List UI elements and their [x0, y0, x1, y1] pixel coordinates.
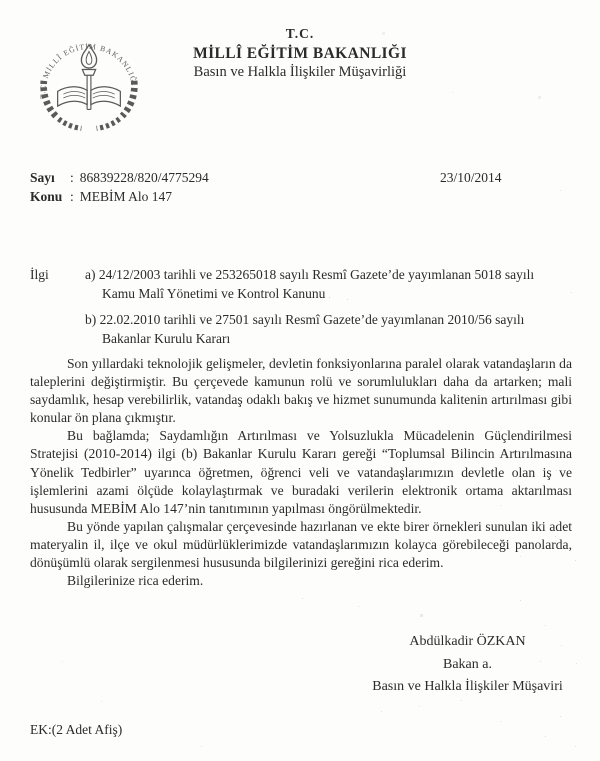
signatory-title-1: Bakan a. [443, 656, 492, 672]
references-items [85, 265, 534, 348]
paragraph-2: Bu bağlamda; Saydamlığın Artırılması ve Yolsuzlukla Mücadelenin Güçlendirilmesi Stratejisi (2010-2014) ilgi (b) Bakanlar Kurulu Kararı gereği “Toplumsal Bilincin Artırılmasına Yönelik Tedbirler” uyarınca öğretmen, öğrenci veli ve vatandaşlarımızın devletle olan iş ve işlemlerini azami ölçüde kolaylaştırmak ve buradaki verilerin elektronik ortama aktarılması hususunda MEBİM Alo 147’nin tanıtımının yapılması öngörülmektedir. [30, 428, 572, 516]
konu-value: MEBİM Alo 147 [79, 189, 173, 204]
republic-title: T.C. [285, 26, 315, 41]
references-label: İlgi [30, 267, 49, 282]
signature-block [340, 631, 595, 699]
ministry-title: MİLLÎ EĞİTİM BAKANLIĞI [193, 44, 407, 62]
sayi-row [30, 168, 209, 187]
reference-a-line2: Kamu Malî Yönetimi ve Kontrol Kanunu [102, 286, 326, 301]
reference-item-b [85, 310, 534, 348]
attachment-note: EK:(2 Adet Afiş) [30, 722, 123, 737]
document-meta [30, 168, 209, 206]
paragraph-1: Son yıllardaki teknolojik gelişmeler, devletin fonksiyonlarına paralel olarak vatandaşların da taleplerini değiştirmiştir. Bu çerçevede kamunun rolü ve sorumlulukları daha da artarken; mali saydamlık, hesap verebilirlik, vatandaş odaklı bakış ve hizmet sunumunda kalitenin artırılması gibi konular ön plana çıkmıştır. [30, 356, 572, 426]
seal-arc-text: T.C. MİLLÎ EĞİTİM BAKANLIĞI [38, 41, 140, 100]
document-date: 23/10/2014 [440, 170, 502, 185]
letter-body [30, 355, 572, 590]
konu-row [30, 187, 209, 206]
reference-b-line2: Bakanlar Kurulu Kararı [102, 331, 231, 346]
reference-a-line1: a) 24/12/2003 tarihli ve 253265018 sayılı Resmî Gazete’de yayımlanan 5018 sayılı [85, 267, 535, 282]
department-title: Basın ve Halkla İlişkiler Müşavirliği [193, 64, 407, 81]
references-block [30, 265, 578, 348]
sayi-value: 86839228/820/4775294 [79, 170, 209, 185]
closing-sentence: Bilgilerinize rica ederim. [67, 573, 204, 589]
scan-noise [0, 0, 1, 1]
signatory-title-2: Basın ve Halkla İlişkiler Müşaviri [372, 679, 563, 694]
letterhead [0, 26, 600, 81]
konu-colon: : [70, 189, 74, 204]
reference-item-a [85, 265, 534, 303]
sayi-colon: : [70, 170, 74, 185]
paragraph-3: Bu yönde yapılan çalışmalar çerçevesinde hazırlanan ve ekte birer örnekleri sunulan iki adet materyalin il, ilçe ve okul müdürlüklerimizde vatandaşlarımızın kolayca görebileceği panolarda, dönüşümlü olarak sergilenmesi hususunda bilgilerinizi gereğini rica ederim. [30, 518, 572, 571]
signatory-name: Abdülkadir ÖZKAN [409, 634, 526, 649]
konu-label: Konu [30, 189, 63, 204]
reference-b-line1: b) 22.02.2010 tarihli ve 27501 sayılı Resmî Gazete’de yayımlanan 2010/56 sayılı [85, 312, 525, 327]
sayi-label: Sayı [30, 170, 55, 185]
